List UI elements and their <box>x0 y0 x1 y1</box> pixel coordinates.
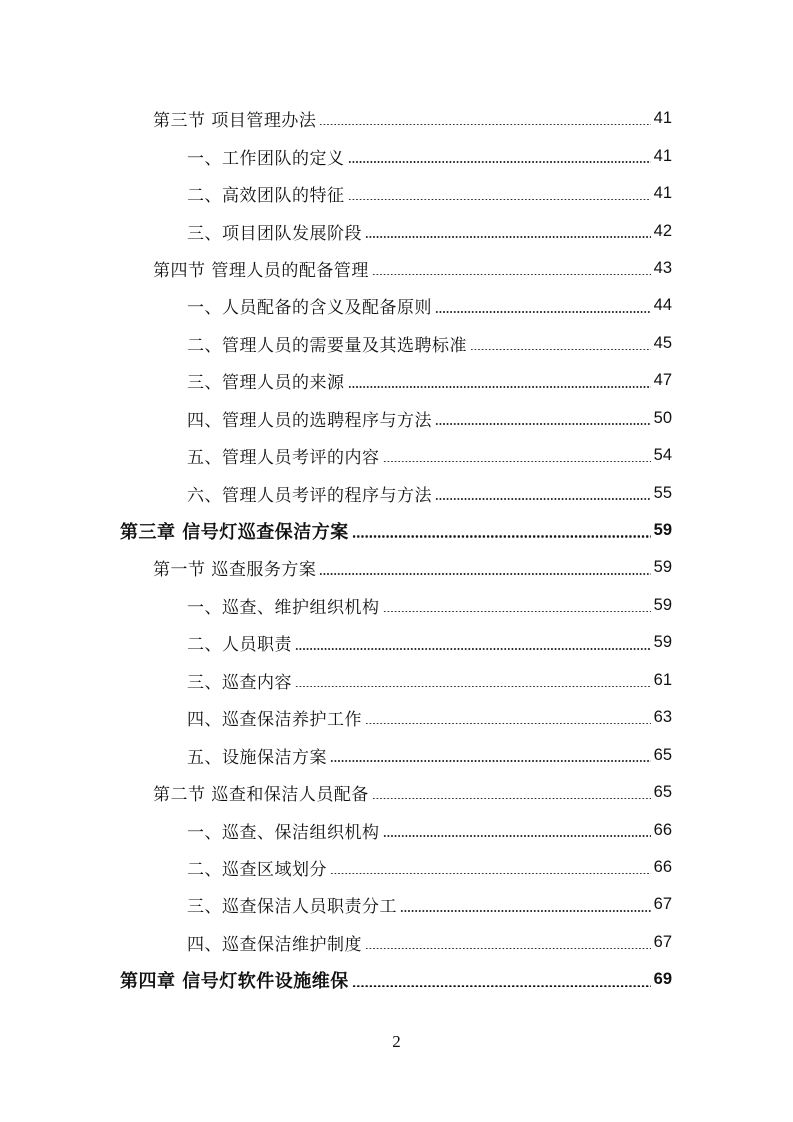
dot-leader <box>400 910 651 912</box>
toc-entry-section[interactable] <box>0 250 793 287</box>
toc-entry-item[interactable] <box>0 849 793 886</box>
toc-entry-page: 42 <box>653 221 672 240</box>
toc-entry-title: 六、管理人员考评的程序与方法 <box>187 485 432 506</box>
toc-entry-page: 67 <box>653 895 672 914</box>
toc-entry-item[interactable] <box>0 212 793 249</box>
toc-entry-chapter[interactable] <box>0 961 793 998</box>
toc-entry-section[interactable] <box>0 549 793 586</box>
toc-entry-page: 66 <box>653 820 672 839</box>
toc-entry-item[interactable] <box>0 886 793 923</box>
toc-entry-page: 55 <box>653 483 672 502</box>
toc-entry-item[interactable] <box>0 736 793 773</box>
toc-entry-title: 五、设施保洁方案 <box>187 747 327 768</box>
dot-leader <box>348 161 651 163</box>
toc-entry-title: 四、巡查保洁维护制度 <box>187 934 362 955</box>
dot-leader <box>365 723 651 725</box>
toc-entry-title: 第一节 巡查服务方案 <box>153 560 317 581</box>
toc-entry-title: 第三章 信号灯巡查保洁方案 <box>120 521 349 543</box>
toc-entry-page: 59 <box>653 521 672 540</box>
dot-leader <box>319 573 650 575</box>
toc-entry-title: 第四章 信号灯软件设施维保 <box>120 970 349 992</box>
toc-entry-title: 一、巡查、保洁组织机构 <box>187 822 380 843</box>
toc-entry-page: 59 <box>653 633 672 652</box>
toc-entry-item[interactable] <box>0 325 793 362</box>
toc-entry-page: 63 <box>653 708 672 727</box>
toc-entry-item[interactable] <box>0 587 793 624</box>
toc-entry-item[interactable] <box>0 400 793 437</box>
dot-leader <box>348 199 651 201</box>
toc-entry-title: 四、巡查保洁养护工作 <box>187 710 362 731</box>
dot-leader <box>435 498 651 500</box>
toc-entry-item[interactable] <box>0 287 793 324</box>
dot-leader <box>352 535 651 538</box>
toc-entry-item[interactable] <box>0 662 793 699</box>
toc-entry-section[interactable] <box>0 774 793 811</box>
dot-leader <box>330 760 651 762</box>
table-of-contents <box>0 100 793 999</box>
toc-entry-page: 41 <box>653 109 672 128</box>
toc-entry-title: 四、管理人员的选聘程序与方法 <box>187 410 432 431</box>
toc-entry-page: 67 <box>653 932 672 951</box>
toc-entry-page: 41 <box>653 146 672 165</box>
toc-entry-item[interactable] <box>0 437 793 474</box>
toc-entry-title: 二、管理人员的需要量及其选聘标准 <box>187 335 467 356</box>
toc-entry-title: 一、工作团队的定义 <box>187 148 345 169</box>
toc-entry-page: 65 <box>653 745 672 764</box>
toc-entry-title: 三、管理人员的来源 <box>187 373 345 394</box>
toc-entry-item[interactable] <box>0 699 793 736</box>
toc-entry-title: 第三节 项目管理办法 <box>153 111 317 132</box>
toc-entry-page: 54 <box>653 446 672 465</box>
dot-leader <box>383 835 651 837</box>
toc-entry-page: 45 <box>653 333 672 352</box>
toc-entry-item[interactable] <box>0 474 793 511</box>
toc-entry-title: 二、人员职责 <box>187 635 292 656</box>
toc-entry-page: 44 <box>653 296 672 315</box>
toc-entry-item[interactable] <box>0 811 793 848</box>
toc-entry-page: 50 <box>653 408 672 427</box>
toc-entry-page: 59 <box>653 595 672 614</box>
dot-leader <box>435 311 651 313</box>
toc-entry-title: 五、管理人员考评的内容 <box>187 448 380 469</box>
toc-entry-title: 三、巡查保洁人员职责分工 <box>187 897 397 918</box>
dot-leader <box>365 948 651 950</box>
toc-entry-item[interactable] <box>0 624 793 661</box>
dot-leader <box>319 124 650 126</box>
toc-entry-page: 59 <box>653 558 672 577</box>
dot-leader <box>352 985 651 988</box>
dot-leader <box>435 423 651 425</box>
toc-entry-title: 二、巡查区域划分 <box>187 859 327 880</box>
toc-entry-chapter[interactable] <box>0 512 793 549</box>
dot-leader <box>372 798 651 800</box>
toc-entry-page: 41 <box>653 184 672 203</box>
toc-entry-page: 47 <box>653 371 672 390</box>
page-number: 2 <box>392 1032 401 1051</box>
toc-entry-page: 43 <box>653 258 672 277</box>
dot-leader <box>330 873 651 875</box>
toc-entry-page: 65 <box>653 783 672 802</box>
toc-entry-item[interactable] <box>0 924 793 961</box>
dot-leader <box>295 648 651 650</box>
toc-entry-page: 69 <box>653 970 672 989</box>
toc-entry-page: 61 <box>653 670 672 689</box>
toc-entry-page: 66 <box>653 857 672 876</box>
toc-entry-title: 第二节 巡查和保洁人员配备 <box>153 785 369 806</box>
toc-entry-title: 三、项目团队发展阶段 <box>187 223 362 244</box>
toc-entry-title: 二、高效团队的特征 <box>187 186 345 207</box>
toc-entry-title: 一、人员配备的含义及配备原则 <box>187 298 432 319</box>
dot-leader <box>295 686 651 688</box>
toc-entry-title: 三、巡查内容 <box>187 672 292 693</box>
toc-entry-item[interactable] <box>0 362 793 399</box>
toc-entry-title: 一、巡查、维护组织机构 <box>187 597 380 618</box>
toc-entry-title: 第四节 管理人员的配备管理 <box>153 260 369 281</box>
toc-entry-item[interactable] <box>0 137 793 174</box>
dot-leader <box>348 386 651 388</box>
toc-entry-section[interactable] <box>0 100 793 137</box>
dot-leader <box>372 274 651 276</box>
toc-entry-item[interactable] <box>0 175 793 212</box>
dot-leader <box>470 349 651 351</box>
dot-leader <box>383 461 651 463</box>
dot-leader <box>383 611 651 613</box>
dot-leader <box>365 236 651 238</box>
